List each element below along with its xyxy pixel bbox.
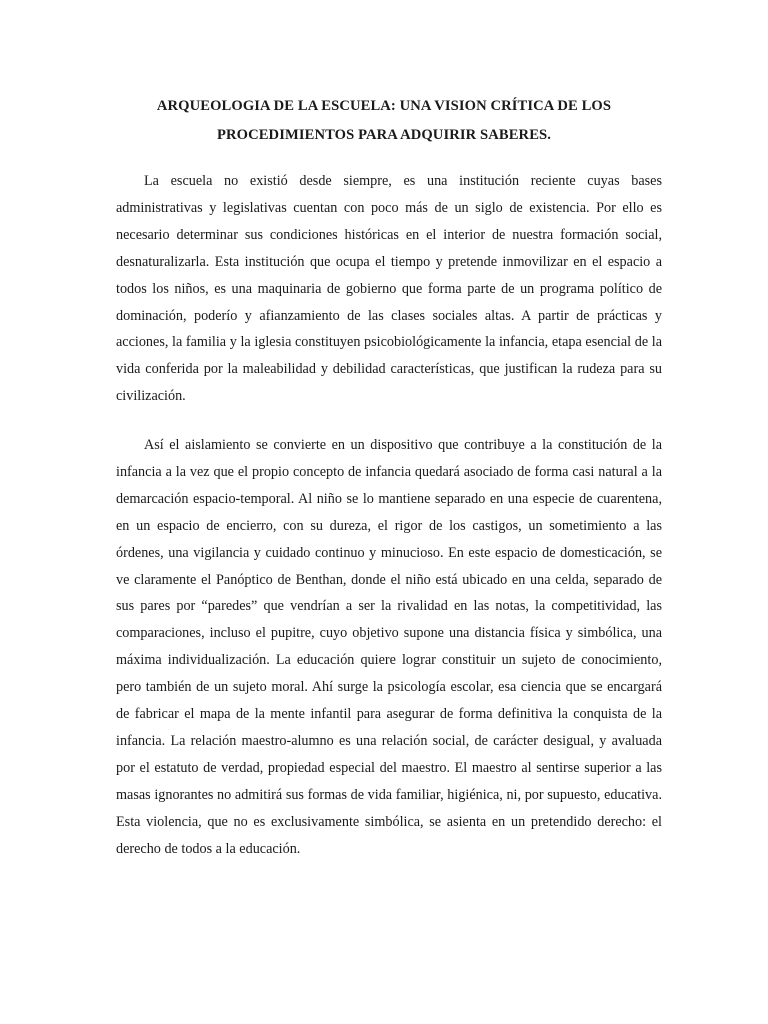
paragraph-1: La escuela no existió desde siempre, es una institución reciente cuyas bases administrativas y legislativas cuentan con poco más de un siglo de existencia. Por ello es necesario determinar sus condiciones históricas en el interior de nuestra formación social, desnaturalizarla. Esta institución que ocupa el tiempo y pretende inmovilizar en el espacio a todos los niños, es una maquinaria de gobierno que forma parte de un programa político de dominación, poderío y afianzamiento de las clases sociales altas. A partir de prácticas y acciones, la familia y la iglesia constituyen psicobiológicamente la infancia, etapa esencial de la vida conferida por la maleabilidad y debilidad características, que justifican la rudeza para su civilización. xyxy=(116,173,662,405)
document-title xyxy=(108,92,660,150)
title-line-2: PROCEDIMIENTOS PARA ADQUIRIR SABERES. xyxy=(216,127,551,143)
title-line-1: ARQUEOLOGIA DE LA ESCUELA: UNA VISION CRÍTICA DE LOS xyxy=(156,98,612,114)
paragraph-2: Así el aislamiento se convierte en un dispositivo que contribuye a la constitución de la infancia a la vez que el propio concepto de infancia quedará asociado de forma casi natural a la demarcación espacio-temporal. Al niño se lo mantiene separado en una especie de cuarentena, en un espacio de encierro, con su dureza, el rigor de los castigos, un sometimiento a las órdenes, una vigilancia y cuidado continuo y minucioso. En este espacio de domesticación, se ve claramente el Panóptico de Benthan, donde el niño está ubicado en una celda, separado de sus pares por “paredes” que vendrían a ser la rivalidad en las notas, la competitividad, las comparaciones, incluso el pupitre, cuyo objetivo supone una distancia física y simbólica, una máxima individualización. La educación quiere lograr constituir un sujeto de conocimiento, pero también de un sujeto moral. Ahí surge la psicología escolar, esa ciencia que se encargará de fabricar el mapa de la mente infantil para asegurar de forma definitiva la conquista de la infancia. La relación maestro-alumno es una relación social, de carácter desigual, y avaluada por el estatuto de verdad, propiedad especial del maestro. El maestro al sentirse superior a las masas ignorantes no admitirá sus formas de vida familiar, higiénica, ni, por supuesto, educativa. Esta violencia, que no es exclusivamente simbólica, se asienta en un pretendido derecho: el derecho de todos a la educación. xyxy=(116,437,662,857)
